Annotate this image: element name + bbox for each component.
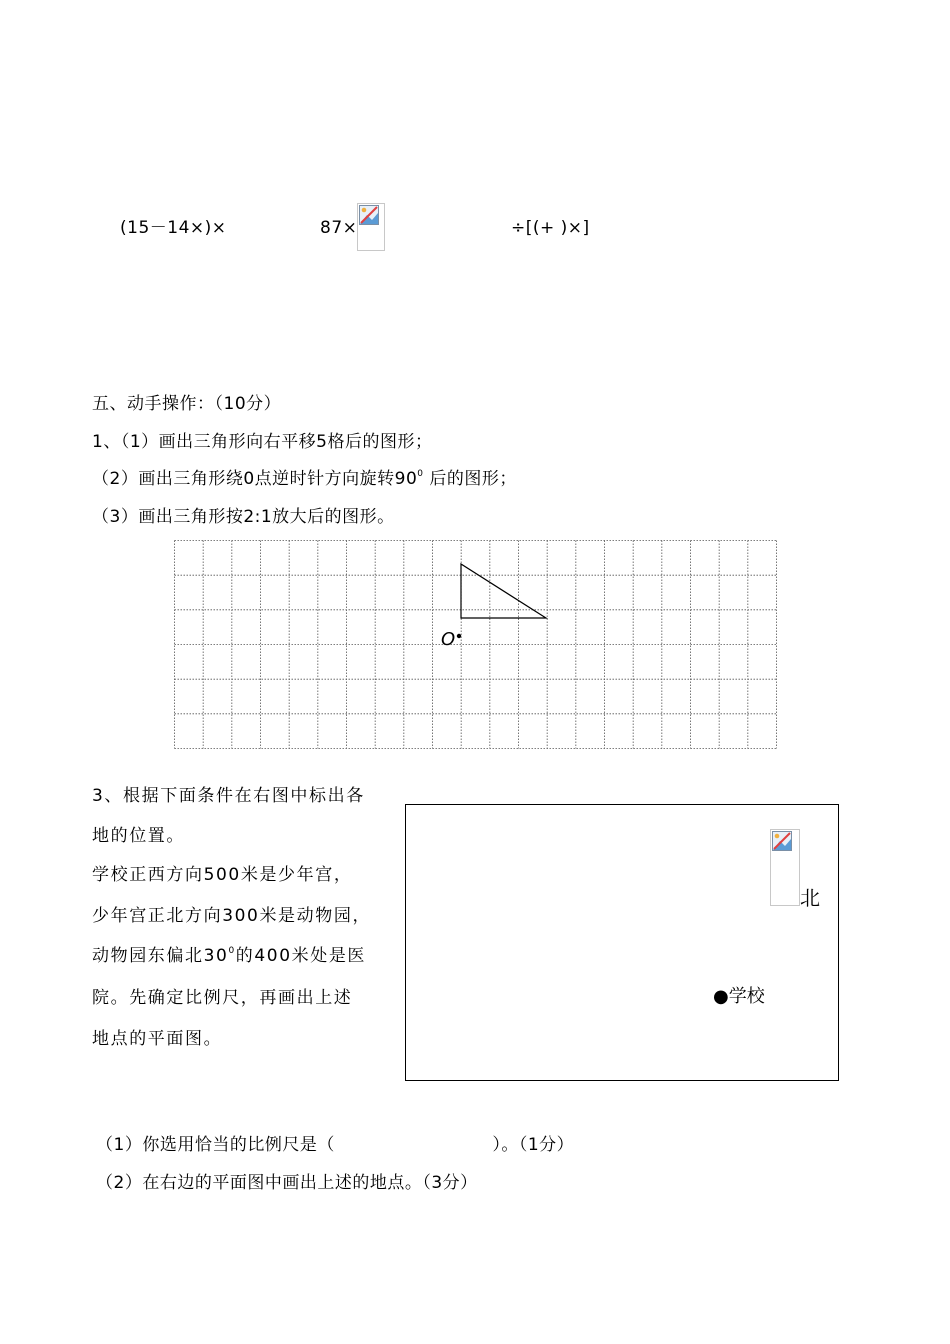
expression-2: 87× [320, 218, 358, 238]
degree-superscript-2: 0 [228, 946, 236, 956]
broken-image-icon [359, 205, 379, 225]
q3-line-5-b: 的400米处是医 [235, 946, 367, 966]
school-marker: ●学校 [713, 986, 765, 1007]
drawing-grid [174, 540, 777, 749]
q3-line-5 [92, 946, 366, 966]
expression-3: ÷[(+ )×] [511, 218, 590, 238]
part-2-text-end: 后的图形； [423, 469, 517, 489]
point-o-label: O [441, 629, 456, 650]
question-1-part-1: 1、（1）画出三角形向右平移5格后的图形； [92, 432, 433, 452]
q3-line-6: 院。先确定比例尺，再画出上述 [92, 988, 353, 1008]
question-1-part-3: （3）画出三角形按2:1放大后的图形。 [92, 507, 395, 527]
sub-question-2: （2）在右边的平面图中画出上述的地点。（3分） [96, 1173, 478, 1193]
broken-image-placeholder [357, 203, 385, 251]
q3-line-1: 3、根据下面条件在右图中标出各 [92, 786, 365, 806]
sub-question-1: （1）你选用恰当的比例尺是（ ）。（1分） [96, 1135, 575, 1155]
q3-line-3: 学校正西方向500米是少年宫， [92, 865, 353, 885]
question-1-part-2 [92, 469, 517, 489]
section-title: 五、动手操作：（10分） [92, 394, 282, 414]
part-2-text: （2）画出三角形绕0点逆时针方向旋转90 [92, 469, 418, 489]
q3-line-4: 少年宫正北方向300米是动物园， [92, 906, 372, 926]
broken-image-icon [772, 831, 792, 851]
north-arrow-image-placeholder [770, 829, 800, 906]
degree-superscript: 0 [417, 469, 424, 479]
q3-line-7: 地点的平面图。 [92, 1029, 223, 1049]
q3-line-2: 地的位置。 [92, 826, 185, 846]
north-label: 北 [800, 886, 820, 910]
expression-1: (15－14×)× [120, 218, 227, 238]
q3-line-5-a: 动物园东偏北30 [92, 946, 229, 966]
grid-canvas [174, 540, 777, 749]
